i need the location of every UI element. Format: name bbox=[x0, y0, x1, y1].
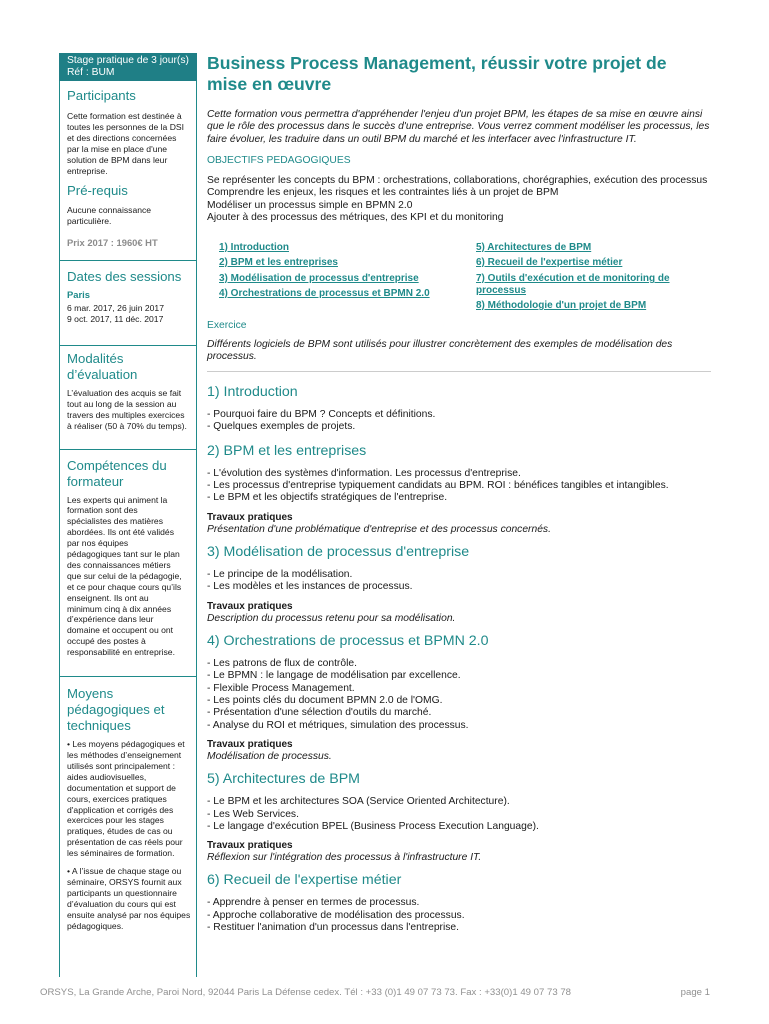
session-city: Paris bbox=[67, 289, 90, 301]
toc-link-6[interactable]: 6) Recueil de l'expertise métier bbox=[476, 257, 623, 269]
course-duration: Stage pratique de 3 jour(s) bbox=[67, 55, 189, 66]
list-item: - Le BPMN : le langage de modélisation par excellence. bbox=[207, 670, 461, 682]
toc-link-4[interactable]: 4) Orchestrations de processus et BPMN 2.0 bbox=[219, 288, 430, 300]
section-5-bullets bbox=[207, 796, 711, 833]
course-reference: Réf : BUM bbox=[67, 67, 115, 78]
modalites-title: Modalités d’évaluation bbox=[67, 350, 138, 382]
list-item: - Le BPM et les architectures SOA (Service Oriented Architecture). bbox=[207, 796, 510, 808]
participants-box bbox=[59, 81, 197, 261]
participants-text: Cette formation est destinée à toutes les personnes de la DSI et des directions concernées par la mise en place d'une solution de BPM dans leur entreprise. bbox=[67, 111, 185, 176]
list-item: - Présentation d'une sélection d'outils du marché. bbox=[207, 707, 432, 719]
toc-link-1[interactable]: 1) Introduction bbox=[219, 242, 289, 254]
toc-link-7[interactable]: 7) Outils d'exécution et de monitoring de processus bbox=[476, 273, 670, 296]
footer-address: ORSYS, La Grande Arche, Paroi Nord, 92044 Paris La Défense cedex. Tél : +33 (0)1 49 07 73 73. Fax : +33(0)1 49 07 73 78 bbox=[40, 987, 572, 998]
toc-link-3[interactable]: 3) Modélisation de processus d'entreprise bbox=[219, 273, 419, 285]
course-price: Prix 2017 : 1960€ HT bbox=[67, 237, 158, 249]
tp-text-2: Présentation d'une problématique d'entreprise et des processus concernés. bbox=[207, 523, 551, 535]
tp-text-5: Réflexion sur l'intégration des processus à l'infrastructure IT. bbox=[207, 852, 482, 864]
exercice-label: Exercice bbox=[207, 320, 247, 332]
list-item: - Les Web Services. bbox=[207, 808, 299, 820]
modalites-text: L’évaluation des acquis se fait tout au long de la session au travers des multiples exercices à réaliser (50 à 70% du temps). bbox=[67, 387, 187, 431]
list-item: - Apprendre à penser en termes de processus. bbox=[207, 897, 420, 909]
session-dates-2: 9 oct. 2017, 11 déc. 2017 bbox=[67, 313, 164, 324]
section-2-bullets bbox=[207, 468, 711, 505]
section-6-bullets bbox=[207, 897, 711, 934]
list-item: - L'évolution des systèmes d'information. Les processus d'entreprise. bbox=[207, 467, 521, 479]
list-item: - Le principe de la modélisation. bbox=[207, 568, 353, 580]
prerequis-text: Aucune connaissance particulière. bbox=[67, 205, 152, 227]
section-4-bullets bbox=[207, 658, 711, 732]
tp-label-5: Travaux pratiques bbox=[207, 840, 293, 852]
modalites-box bbox=[59, 346, 197, 450]
toc-link-5[interactable]: 5) Architectures de BPM bbox=[476, 242, 592, 254]
sidebar bbox=[59, 53, 197, 977]
competences-box bbox=[59, 450, 197, 678]
page-title: Business Process Management, réussir votre projet de mise en œuvre bbox=[207, 53, 667, 94]
main-content bbox=[207, 53, 711, 935]
section-1-bullets bbox=[207, 409, 711, 434]
course-info-header bbox=[59, 53, 197, 81]
exercice-text: Différents logiciels de BPM sont utilisés pour illustrer concrètement des exemples de modélisation des processus. bbox=[207, 339, 673, 363]
list-item: - Analyse du ROI et métriques, simulation des processus. bbox=[207, 719, 469, 731]
tp-label-4: Travaux pratiques bbox=[207, 739, 293, 751]
sessions-title: Dates des sessions bbox=[67, 269, 182, 285]
competences-title: Compétences du formateur bbox=[67, 457, 167, 489]
list-item: - Les modèles et les instances de processus. bbox=[207, 581, 413, 593]
section-title-1: 1) Introduction bbox=[207, 383, 298, 400]
objectif-item: Modéliser un processus simple en BPMN 2.0 bbox=[207, 199, 413, 211]
section-title-5: 5) Architectures de BPM bbox=[207, 771, 360, 788]
section-title-2: 2) BPM et les entreprises bbox=[207, 442, 367, 459]
objectif-item: Comprendre les enjeux, les risques et les contraintes liés à un projet de BPM bbox=[207, 187, 559, 199]
list-item: - Approche collaborative de modélisation des processus. bbox=[207, 909, 465, 921]
moyens-text-2: • A l’issue de chaque stage ou séminaire, ORSYS fournit aux participants un questionnaire d’évaluation du cours qui est ensuite analysé par nos équipes pédagogiques. bbox=[67, 866, 191, 931]
page-number: page 1 bbox=[680, 987, 710, 998]
toc-link-2[interactable]: 2) BPM et les entreprises bbox=[219, 257, 338, 269]
competences-text: Les experts qui animent la formation sont des spécialistes des matières abordées. Ils ont été validés par nos équipes pédagogiques tant sur le plan des connaissances métiers que sur celui de la pédagogie, et ce pour chaque cours qu’ils enseignent. Ils ont au minimum cinq à dix années d’expérience dans leur domaine et occupent ou ont occupé des postes à responsabilité en entreprise. bbox=[67, 494, 182, 658]
page-footer bbox=[40, 987, 710, 998]
tp-label-2: Travaux pratiques bbox=[207, 511, 293, 523]
divider bbox=[207, 371, 711, 372]
objectifs-list bbox=[207, 175, 711, 224]
list-item: - Les points clés du document BPMN 2.0 de l'OMG. bbox=[207, 694, 443, 706]
moyens-box bbox=[59, 677, 197, 977]
tp-text-3: Description du processus retenu pour sa modélisation. bbox=[207, 612, 456, 624]
moyens-title: Moyens pédagogiques et techniques bbox=[67, 686, 165, 734]
list-item: - Pourquoi faire du BPM ? Concepts et définitions. bbox=[207, 408, 436, 420]
section-3-bullets bbox=[207, 569, 711, 594]
intro-text: Cette formation vous permettra d'appréhender l'enjeu d'un projet BPM, les étapes de sa mise en œuvre ainsi que le rôle des processus dans le succès d'une entreprise. Vous verrez comment modéliser les processus, les faire évoluer, les traduire dans un outil BPM du marché et les interfacer avec l'infrastructure IT. bbox=[207, 109, 710, 145]
sessions-box bbox=[59, 261, 197, 346]
prerequis-title: Pré-requis bbox=[67, 183, 128, 199]
list-item: - Les processus d'entreprise typiquement candidats au BPM. ROI : bénéfices tangibles et intangibles. bbox=[207, 480, 669, 492]
objectif-item: Se représenter les concepts du BPM : orchestrations, collaborations, chorégraphies, exécution des processus bbox=[207, 175, 708, 187]
list-item: - Les patrons de flux de contrôle. bbox=[207, 657, 357, 669]
objectif-item: Ajouter à des processus des métriques, des KPI et du monitoring bbox=[207, 211, 504, 223]
tp-label-3: Travaux pratiques bbox=[207, 600, 293, 612]
list-item: - Quelques exemples de projets. bbox=[207, 421, 356, 433]
session-dates-1: 6 mar. 2017, 26 juin 2017 bbox=[67, 303, 164, 314]
list-item: - Le BPM et les objectifs stratégiques de l'entreprise. bbox=[207, 492, 448, 504]
list-item: - Restituer l'animation d'un processus dans l'entreprise. bbox=[207, 922, 460, 934]
section-title-3: 3) Modélisation de processus d'entreprise bbox=[207, 543, 470, 560]
list-item: - Le langage d'exécution BPEL (Business Process Execution Language). bbox=[207, 820, 539, 832]
moyens-text-1: • Les moyens pédagogiques et les méthodes d’enseignement utilisés sont principalement : aides audiovisuelles, documentation et support de cours, exercices pratiques d'application et corrigés des exercices pour les stages pratiques, études de cas ou présentation de cas réels pour les séminaires de formation. bbox=[67, 739, 185, 859]
objectifs-title: OBJECTIFS PEDAGOGIQUES bbox=[207, 155, 351, 167]
participants-title: Participants bbox=[67, 88, 136, 103]
tp-text-4: Modélisation de processus. bbox=[207, 751, 332, 763]
section-title-4: 4) Orchestrations de processus et BPMN 2.0 bbox=[207, 632, 489, 649]
list-item: - Flexible Process Management. bbox=[207, 682, 355, 694]
table-of-contents bbox=[207, 242, 711, 322]
section-title-6: 6) Recueil de l'expertise métier bbox=[207, 872, 402, 889]
toc-link-8[interactable]: 8) Méthodologie d'un projet de BPM bbox=[476, 300, 647, 312]
